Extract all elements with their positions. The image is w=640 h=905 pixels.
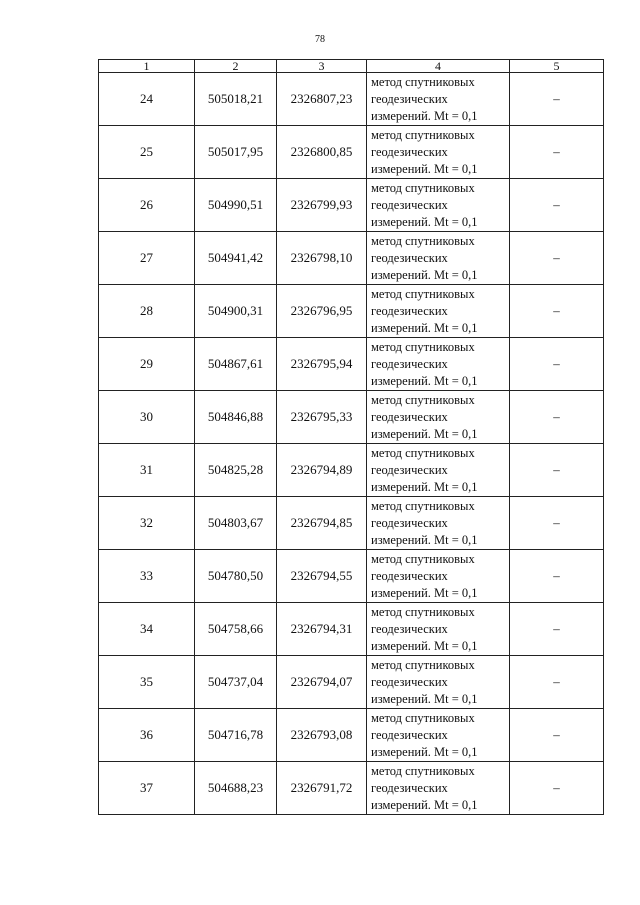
description-cell: – bbox=[510, 285, 604, 338]
table-row bbox=[99, 709, 604, 762]
method-line-1: метод спутниковых bbox=[371, 763, 475, 778]
x-coordinate-cell: 504900,31 bbox=[195, 285, 277, 338]
x-coordinate-cell: 504737,04 bbox=[195, 656, 277, 709]
point-number-cell: 32 bbox=[99, 497, 195, 550]
x-coordinate-cell: 505017,95 bbox=[195, 126, 277, 179]
method-line-2: геодезических bbox=[371, 144, 448, 159]
table-row bbox=[99, 762, 604, 815]
method-line-1: метод спутниковых bbox=[371, 498, 475, 513]
description-cell: – bbox=[510, 603, 604, 656]
table-row bbox=[99, 338, 604, 391]
method-line-3: измерений. Mt = 0,1 bbox=[371, 373, 478, 388]
x-coordinate-cell: 504688,23 bbox=[195, 762, 277, 815]
table-row bbox=[99, 391, 604, 444]
method-cell bbox=[367, 709, 510, 762]
method-line-3: измерений. Mt = 0,1 bbox=[371, 108, 478, 123]
description-cell: – bbox=[510, 444, 604, 497]
method-line-2: геодезических bbox=[371, 727, 448, 742]
method-line-2: геодезических bbox=[371, 409, 448, 424]
method-cell bbox=[367, 550, 510, 603]
point-number-cell: 30 bbox=[99, 391, 195, 444]
method-cell bbox=[367, 338, 510, 391]
method-cell bbox=[367, 444, 510, 497]
method-line-3: измерений. Mt = 0,1 bbox=[371, 426, 478, 441]
x-coordinate-cell: 505018,21 bbox=[195, 73, 277, 126]
method-cell bbox=[367, 179, 510, 232]
header-col-1: 1 bbox=[99, 60, 195, 73]
method-line-1: метод спутниковых bbox=[371, 127, 475, 142]
description-cell: – bbox=[510, 709, 604, 762]
table-row bbox=[99, 603, 604, 656]
method-line-2: геодезических bbox=[371, 462, 448, 477]
method-line-1: метод спутниковых bbox=[371, 710, 475, 725]
x-coordinate-cell: 504803,67 bbox=[195, 497, 277, 550]
point-number-cell: 27 bbox=[99, 232, 195, 285]
x-coordinate-cell: 504780,50 bbox=[195, 550, 277, 603]
method-cell bbox=[367, 762, 510, 815]
method-line-3: измерений. Mt = 0,1 bbox=[371, 638, 478, 653]
table-row bbox=[99, 497, 604, 550]
method-line-1: метод спутниковых bbox=[371, 551, 475, 566]
method-line-3: измерений. Mt = 0,1 bbox=[371, 479, 478, 494]
y-coordinate-cell: 2326794,31 bbox=[277, 603, 367, 656]
header-col-2: 2 bbox=[195, 60, 277, 73]
description-cell: – bbox=[510, 338, 604, 391]
method-cell bbox=[367, 603, 510, 656]
method-line-2: геодезических bbox=[371, 197, 448, 212]
method-line-2: геодезических bbox=[371, 621, 448, 636]
method-cell bbox=[367, 73, 510, 126]
description-cell: – bbox=[510, 550, 604, 603]
x-coordinate-cell: 504867,61 bbox=[195, 338, 277, 391]
method-line-3: измерений. Mt = 0,1 bbox=[371, 744, 478, 759]
method-line-2: геодезических bbox=[371, 780, 448, 795]
table-row bbox=[99, 232, 604, 285]
method-cell bbox=[367, 656, 510, 709]
method-line-1: метод спутниковых bbox=[371, 604, 475, 619]
point-number-cell: 33 bbox=[99, 550, 195, 603]
point-number-cell: 29 bbox=[99, 338, 195, 391]
method-line-3: измерений. Mt = 0,1 bbox=[371, 691, 478, 706]
table-body bbox=[99, 73, 604, 815]
point-number-cell: 35 bbox=[99, 656, 195, 709]
description-cell: – bbox=[510, 497, 604, 550]
table-row bbox=[99, 550, 604, 603]
y-coordinate-cell: 2326796,95 bbox=[277, 285, 367, 338]
method-line-1: метод спутниковых bbox=[371, 392, 475, 407]
x-coordinate-cell: 504716,78 bbox=[195, 709, 277, 762]
y-coordinate-cell: 2326793,08 bbox=[277, 709, 367, 762]
y-coordinate-cell: 2326794,89 bbox=[277, 444, 367, 497]
method-line-3: измерений. Mt = 0,1 bbox=[371, 214, 478, 229]
point-number-cell: 26 bbox=[99, 179, 195, 232]
x-coordinate-cell: 504825,28 bbox=[195, 444, 277, 497]
method-line-2: геодезических bbox=[371, 568, 448, 583]
y-coordinate-cell: 2326795,33 bbox=[277, 391, 367, 444]
y-coordinate-cell: 2326795,94 bbox=[277, 338, 367, 391]
header-col-5: 5 bbox=[510, 60, 604, 73]
table-row bbox=[99, 179, 604, 232]
method-line-2: геодезических bbox=[371, 303, 448, 318]
y-coordinate-cell: 2326794,07 bbox=[277, 656, 367, 709]
x-coordinate-cell: 504990,51 bbox=[195, 179, 277, 232]
method-line-2: геодезических bbox=[371, 91, 448, 106]
description-cell: – bbox=[510, 656, 604, 709]
point-number-cell: 34 bbox=[99, 603, 195, 656]
point-number-cell: 24 bbox=[99, 73, 195, 126]
description-cell: – bbox=[510, 73, 604, 126]
method-line-3: измерений. Mt = 0,1 bbox=[371, 320, 478, 335]
header-col-3: 3 bbox=[277, 60, 367, 73]
method-line-1: метод спутниковых bbox=[371, 339, 475, 354]
y-coordinate-cell: 2326794,85 bbox=[277, 497, 367, 550]
method-line-1: метод спутниковых bbox=[371, 74, 475, 89]
y-coordinate-cell: 2326798,10 bbox=[277, 232, 367, 285]
table-row bbox=[99, 126, 604, 179]
y-coordinate-cell: 2326799,93 bbox=[277, 179, 367, 232]
table-row bbox=[99, 285, 604, 338]
method-line-3: измерений. Mt = 0,1 bbox=[371, 797, 478, 812]
description-cell: – bbox=[510, 391, 604, 444]
y-coordinate-cell: 2326800,85 bbox=[277, 126, 367, 179]
method-line-3: измерений. Mt = 0,1 bbox=[371, 585, 478, 600]
x-coordinate-cell: 504941,42 bbox=[195, 232, 277, 285]
point-number-cell: 25 bbox=[99, 126, 195, 179]
method-line-1: метод спутниковых bbox=[371, 286, 475, 301]
method-line-1: метод спутниковых bbox=[371, 233, 475, 248]
method-line-3: измерений. Mt = 0,1 bbox=[371, 267, 478, 282]
header-col-4: 4 bbox=[367, 60, 510, 73]
method-line-1: метод спутниковых bbox=[371, 657, 475, 672]
method-line-3: измерений. Mt = 0,1 bbox=[371, 161, 478, 176]
method-cell bbox=[367, 285, 510, 338]
method-cell bbox=[367, 232, 510, 285]
point-number-cell: 31 bbox=[99, 444, 195, 497]
description-cell: – bbox=[510, 232, 604, 285]
coordinates-table bbox=[98, 59, 604, 815]
method-line-2: геодезических bbox=[371, 515, 448, 530]
description-cell: – bbox=[510, 126, 604, 179]
method-cell bbox=[367, 497, 510, 550]
header-row bbox=[99, 60, 604, 73]
method-line-2: геодезических bbox=[371, 250, 448, 265]
point-number-cell: 28 bbox=[99, 285, 195, 338]
table-row bbox=[99, 656, 604, 709]
method-line-3: измерений. Mt = 0,1 bbox=[371, 532, 478, 547]
method-line-1: метод спутниковых bbox=[371, 180, 475, 195]
method-line-1: метод спутниковых bbox=[371, 445, 475, 460]
y-coordinate-cell: 2326794,55 bbox=[277, 550, 367, 603]
method-line-2: геодезических bbox=[371, 674, 448, 689]
x-coordinate-cell: 504846,88 bbox=[195, 391, 277, 444]
method-line-2: геодезических bbox=[371, 356, 448, 371]
x-coordinate-cell: 504758,66 bbox=[195, 603, 277, 656]
method-cell bbox=[367, 126, 510, 179]
y-coordinate-cell: 2326791,72 bbox=[277, 762, 367, 815]
table-header bbox=[99, 60, 604, 73]
page-number: 78 bbox=[315, 34, 325, 45]
y-coordinate-cell: 2326807,23 bbox=[277, 73, 367, 126]
table-row bbox=[99, 73, 604, 126]
table-row bbox=[99, 444, 604, 497]
point-number-cell: 37 bbox=[99, 762, 195, 815]
point-number-cell: 36 bbox=[99, 709, 195, 762]
description-cell: – bbox=[510, 762, 604, 815]
method-cell bbox=[367, 391, 510, 444]
description-cell: – bbox=[510, 179, 604, 232]
